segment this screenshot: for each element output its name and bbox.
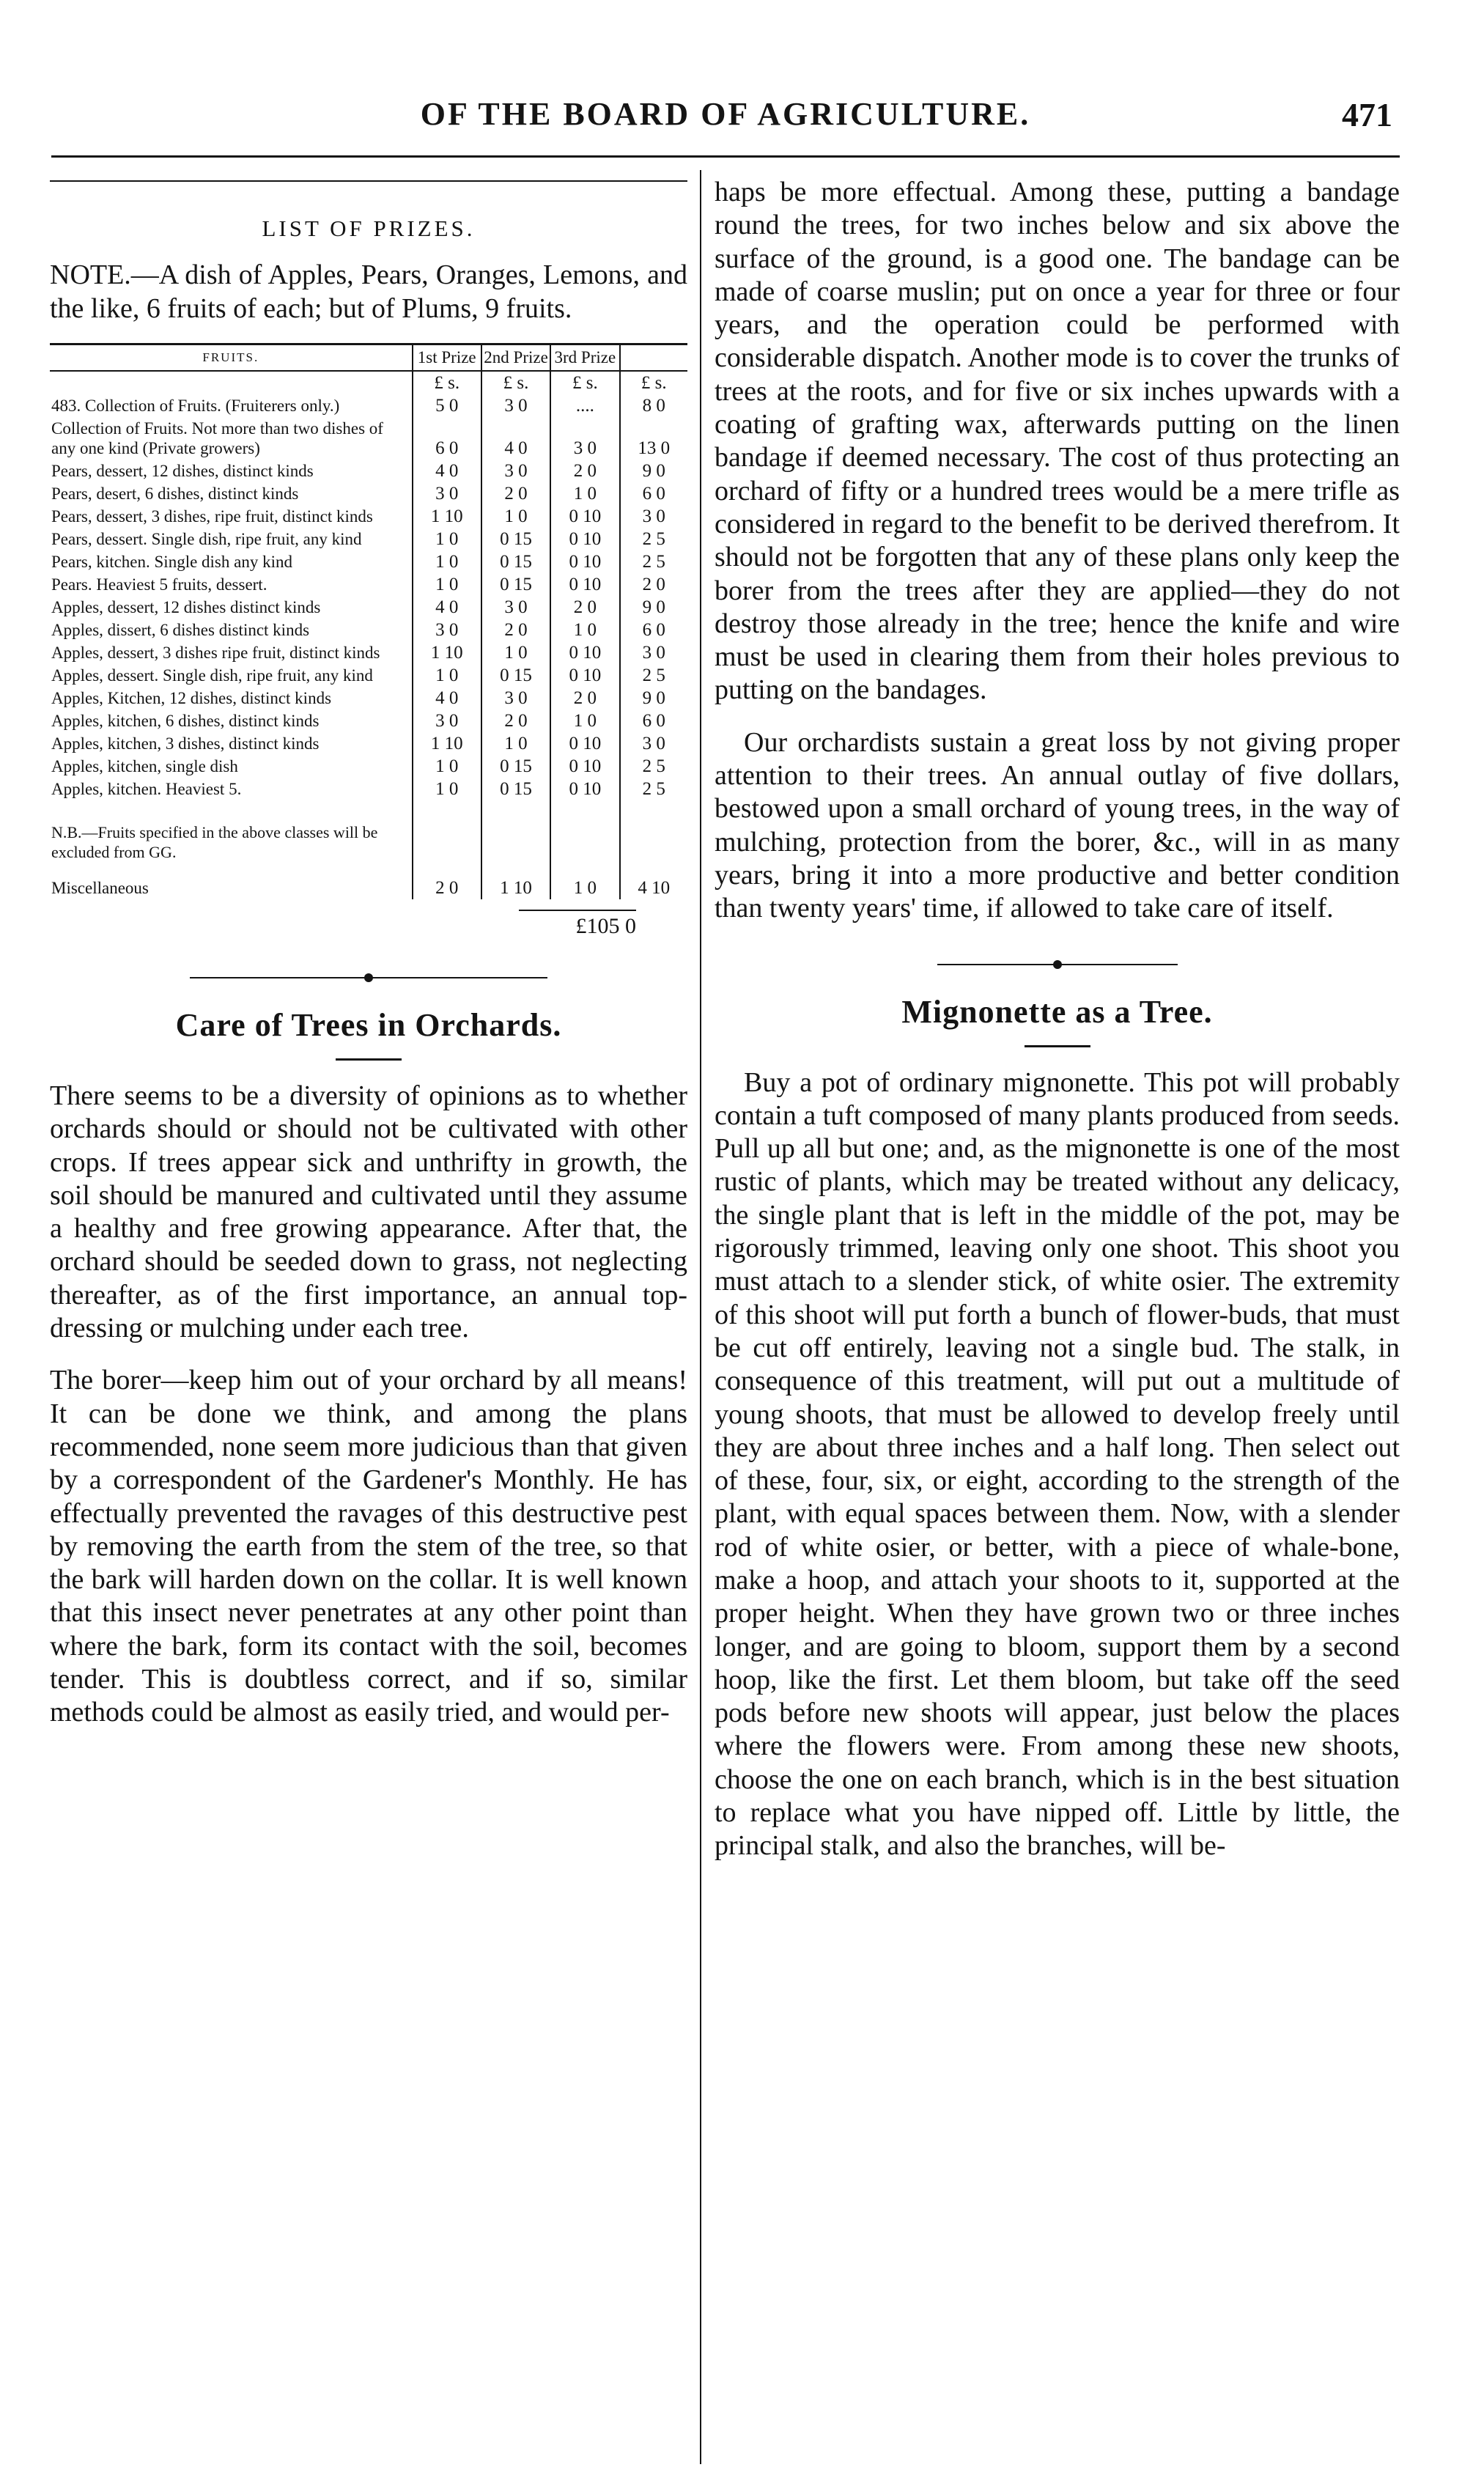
table-row xyxy=(50,573,687,596)
second-prize-cell: 0 15 xyxy=(481,755,550,778)
first-prize-cell: 3 0 xyxy=(413,619,481,641)
article-paragraph: haps be more effectual. Among these, putting a bandage round the trees, for two inches below and six above the surface of the ground, is a good one. The bandage can be made of coarse muslin; put on once a year for three or four years, and the operation could be performed with considerable dispatch. Another mode is to cover the trunks of trees at the roots, and for five or six inches upwards with a coating of grafting wax, afterwards putting on the linen bandage if deemed necessary. The cost of thus protecting an orchard of fifty or a hundred trees would be a mere trifle as considered in regard to the benefit to be derived therefrom. It should not be forgotten that any of these plans only keep the borer from the trees after they are applied—they do not destroy those already in the tree; hence the knife and wire must be used in clearing them from their holes previous to putting on the bandages. xyxy=(715,177,1400,706)
prize-table-header xyxy=(50,344,687,372)
third-prize-cell: 0 10 xyxy=(550,778,619,800)
third-prize-cell: 2 0 xyxy=(550,687,619,709)
second-prize-cell: 3 0 xyxy=(481,596,550,619)
article-paragraph: The borer—keep him out of your orchard by all means! It can be done we think, and among the plans recommended, none seem more judicious than that given by a correspondent of the Gardener's Monthly. He has effectually prevented the ravages of this destructive pest by removing the earth from the stem of the tree, so that the bark will harden down on the collar. It is well known that this insect never penetrates at any other point than where the bark, form its contact with the soil, becomes tender. This is doubtless correct, and if so, similar methods could be almost as easily tried, and would per- xyxy=(50,1365,687,1728)
header-rule xyxy=(51,155,1400,158)
table-row xyxy=(50,755,687,778)
section-title-mignonette: Mignonette as a Tree. xyxy=(901,993,1213,1030)
third-prize-cell: 2 0 xyxy=(550,596,619,619)
first-prize-cell: 1 10 xyxy=(413,641,481,664)
total-cell: 6 0 xyxy=(620,709,687,732)
row-item: Pears, dessert, 12 dishes, distinct kinds xyxy=(51,462,314,480)
table-row-miscellaneous xyxy=(50,877,687,899)
total-cell: 4 10 xyxy=(620,877,687,899)
row-item: Apples, kitchen, 3 dishes, distinct kinds xyxy=(51,734,320,753)
third-prize-cell: 1 0 xyxy=(550,877,619,899)
third-prize-cell: 3 0 xyxy=(550,417,619,460)
third-prize-cell: 2 0 xyxy=(550,460,619,482)
total-cell: 2 5 xyxy=(620,664,687,687)
second-prize-cell: 1 10 xyxy=(481,877,550,899)
third-prize-cell: 0 10 xyxy=(550,732,619,755)
third-prize-cell: .... xyxy=(550,394,619,417)
total-cell: 2 5 xyxy=(620,550,687,573)
first-prize-cell: 4 0 xyxy=(413,460,481,482)
total-cell: 3 0 xyxy=(620,505,687,528)
total-cell: 9 0 xyxy=(620,460,687,482)
header-third-prize: 3rd Prize xyxy=(550,344,619,372)
second-prize-cell: 0 15 xyxy=(481,550,550,573)
row-item: Apples, Kitchen, 12 dishes, distinct kinds xyxy=(51,689,332,707)
prize-note: NOTE.—A dish of Apples, Pears, Oranges, Lemons, and the like, 6 fruits of each; but of Plums, 9 fruits. xyxy=(50,259,687,324)
total-cell: 9 0 xyxy=(620,596,687,619)
table-row xyxy=(50,619,687,641)
row-item: Apples, kitchen, 6 dishes, distinct kinds xyxy=(51,712,320,730)
table-row xyxy=(50,528,687,550)
table-row xyxy=(50,417,687,460)
row-item: Apples, kitchen. Heaviest 5. xyxy=(51,780,242,798)
total-cell: 2 5 xyxy=(620,755,687,778)
section-title-care-of-trees: Care of Trees in Orchards. xyxy=(175,1007,562,1043)
total-cell: 2 0 xyxy=(620,573,687,596)
table-row xyxy=(50,664,687,687)
first-prize-cell: 3 0 xyxy=(413,482,481,505)
first-prize-cell: 1 0 xyxy=(413,550,481,573)
row-item: Pears. Heaviest 5 fruits, dessert. xyxy=(51,575,267,594)
table-row xyxy=(50,732,687,755)
second-prize-cell: 2 0 xyxy=(481,709,550,732)
first-prize-cell: 1 0 xyxy=(413,664,481,687)
third-prize-cell: 0 10 xyxy=(550,664,619,687)
row-item: Miscellaneous xyxy=(51,879,149,897)
header-fruits: FRUITS. xyxy=(50,344,413,372)
total-cell: 13 0 xyxy=(620,417,687,460)
title-rule xyxy=(336,1058,402,1061)
third-prize-cell: 0 10 xyxy=(550,528,619,550)
title-rule xyxy=(1025,1045,1090,1047)
row-item: 483. Collection of Fruits. (Fruiterers only.) xyxy=(51,397,340,415)
table-footnote: N.B.—Fruits specified in the above classes will be excluded from GG. xyxy=(51,823,378,861)
second-prize-cell: 2 0 xyxy=(481,482,550,505)
second-prize-cell: 1 0 xyxy=(481,641,550,664)
currency-cell: £ s. xyxy=(481,371,550,394)
article-paragraph: Our orchardists sustain a great loss by not giving proper attention to their trees. An annual outlay of five dollars, bestowed upon a small orchard of young trees, in the way of mulching, protection from the borer, &c., will in as many years, bring it into a more productive and better condition than twenty years' time, if allowed to take care of itself. xyxy=(715,726,1400,924)
second-prize-cell: 0 15 xyxy=(481,573,550,596)
row-item: Apples, dessert, 12 dishes distinct kinds xyxy=(51,598,321,616)
table-row xyxy=(50,550,687,573)
total-cell: 3 0 xyxy=(620,732,687,755)
page-number: 471 xyxy=(1342,96,1392,133)
section-ornament xyxy=(50,971,687,984)
table-row xyxy=(50,505,687,528)
grand-total: £105 0 xyxy=(519,910,636,939)
table-row xyxy=(50,482,687,505)
running-head xyxy=(51,88,1400,147)
currency-cell: £ s. xyxy=(620,371,687,394)
row-item: Apples, dessert. Single dish, ripe fruit, any kind xyxy=(51,666,373,685)
first-prize-cell: 6 0 xyxy=(413,417,481,460)
row-item: Pears, dessert, 3 dishes, ripe fruit, distinct kinds xyxy=(51,507,373,526)
row-item: Collection of Fruits. Not more than two dishes of any one kind (Private growers) xyxy=(51,419,383,457)
prize-table-body xyxy=(50,371,687,899)
row-item: Pears, desert, 6 dishes, distinct kinds xyxy=(51,484,299,503)
third-prize-cell: 1 0 xyxy=(550,482,619,505)
table-row xyxy=(50,778,687,800)
right-column xyxy=(715,176,1400,1863)
table-row xyxy=(50,709,687,732)
third-prize-cell: 0 10 xyxy=(550,505,619,528)
third-prize-cell: 1 0 xyxy=(550,709,619,732)
running-title: OF THE BOARD OF AGRICULTURE. xyxy=(420,96,1031,132)
total-cell: 8 0 xyxy=(620,394,687,417)
row-item: Apples, dessert, 3 dishes ripe fruit, distinct kinds xyxy=(51,644,380,662)
second-prize-cell: 3 0 xyxy=(481,394,550,417)
article-paragraph: There seems to be a diversity of opinions as to whether orchards should or should not be cultivated with other crops. If trees appear sick and unthrifty in growth, the soil should be manured and cultivated until they assume a healthy and free growing appearance. After that, the orchard should be seeded down to grass, not neglecting thereafter, as of the first importance, an annual top-dressing or mulching under each tree. xyxy=(50,1080,687,1344)
second-prize-cell: 4 0 xyxy=(481,417,550,460)
article-paragraph: Buy a pot of ordinary mignonette. This pot will probably contain a tuft composed of many plants produced from seeds. Pull up all but one; and, as the mignonette is one of the most rustic of plants, which may be treated without any delicacy, the single plant that is left in the middle of the pot, may be rigorously trimmed, leaving only one shoot. This shoot you must attach to a slender stick, of white osier. The extremity of this shoot will put forth a bunch of flower-buds, that must be cut off entirely, leaving not a single bud. The stalk, in consequence of this treatment, will put out a multitude of young shoots, that must be allowed to develop freely until they are about three inches and a half long. Then select out of these, four, six, or eight, according to the strength of the plant, with equal spaces between them. Now, with a slender rod of white osier, or better, with a piece of whale-bone, make a hoop, and attach your shoots to it, supported at the proper height. When they have grown two or three inches longer, and are going to bloom, support them by a second hoop, like the first. Let them bloom, but take off the seed pods before new shoots will appear, just below the places where the flowers were. From among these new shoots, choose the one on each branch, which is in the best situation to replace what you have nipped off. Little by little, the principal stalk, and also the branches, will be- xyxy=(715,1066,1400,1862)
section-ornament xyxy=(715,958,1400,971)
total-cell: 2 5 xyxy=(620,528,687,550)
table-row xyxy=(50,394,687,417)
first-prize-cell: 5 0 xyxy=(413,394,481,417)
first-prize-cell: 1 10 xyxy=(413,732,481,755)
left-top-rule xyxy=(50,180,687,182)
row-item: Pears, dessert. Single dish, ripe fruit, any kind xyxy=(51,530,362,548)
currency-cell: £ s. xyxy=(550,371,619,394)
first-prize-cell: 1 0 xyxy=(413,573,481,596)
third-prize-cell: 0 10 xyxy=(550,755,619,778)
table-row xyxy=(50,641,687,664)
first-prize-cell: 3 0 xyxy=(413,709,481,732)
total-cell: 3 0 xyxy=(620,641,687,664)
first-prize-cell: 1 0 xyxy=(413,778,481,800)
header-total xyxy=(620,344,687,372)
first-prize-cell: 1 0 xyxy=(413,755,481,778)
third-prize-cell: 0 10 xyxy=(550,641,619,664)
first-prize-cell: 4 0 xyxy=(413,687,481,709)
column-divider xyxy=(700,170,701,2464)
prize-list-heading: LIST OF PRIZES. xyxy=(262,215,476,241)
first-prize-cell: 2 0 xyxy=(413,877,481,899)
total-cell: 9 0 xyxy=(620,687,687,709)
table-row xyxy=(50,687,687,709)
second-prize-cell: 0 15 xyxy=(481,528,550,550)
second-prize-cell: 1 0 xyxy=(481,732,550,755)
row-item: Apples, dissert, 6 dishes distinct kinds xyxy=(51,621,310,639)
total-cell: 6 0 xyxy=(620,619,687,641)
total-cell: 2 5 xyxy=(620,778,687,800)
table-footnote-row xyxy=(50,814,687,863)
row-item: Apples, kitchen, single dish xyxy=(51,757,238,775)
second-prize-cell: 3 0 xyxy=(481,460,550,482)
header-first-prize: 1st Prize xyxy=(413,344,481,372)
third-prize-cell: 0 10 xyxy=(550,550,619,573)
currency-cell: £ s. xyxy=(413,371,481,394)
prize-table xyxy=(50,343,687,899)
first-prize-cell: 1 10 xyxy=(413,505,481,528)
left-column xyxy=(50,176,687,1730)
second-prize-cell: 2 0 xyxy=(481,619,550,641)
second-prize-cell: 0 15 xyxy=(481,664,550,687)
currency-row xyxy=(50,371,687,394)
third-prize-cell: 0 10 xyxy=(550,573,619,596)
third-prize-cell: 1 0 xyxy=(550,619,619,641)
row-item: Pears, kitchen. Single dish any kind xyxy=(51,553,292,571)
header-second-prize: 2nd Prize xyxy=(481,344,550,372)
total-cell: 6 0 xyxy=(620,482,687,505)
second-prize-cell: 0 15 xyxy=(481,778,550,800)
first-prize-cell: 4 0 xyxy=(413,596,481,619)
second-prize-cell: 3 0 xyxy=(481,687,550,709)
second-prize-cell: 1 0 xyxy=(481,505,550,528)
table-row xyxy=(50,460,687,482)
first-prize-cell: 1 0 xyxy=(413,528,481,550)
table-row xyxy=(50,596,687,619)
